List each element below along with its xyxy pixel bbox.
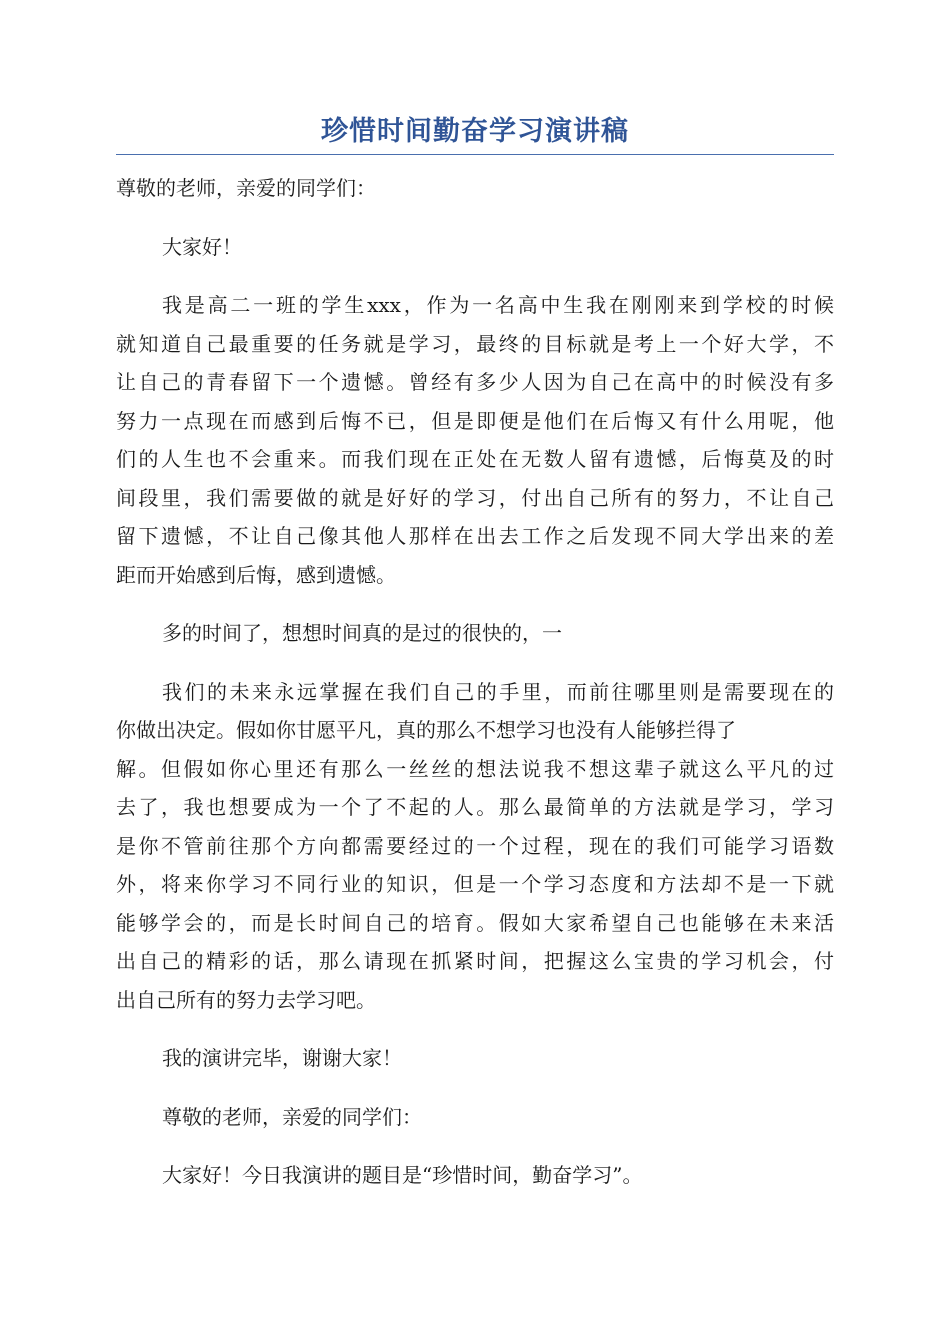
paragraph-3-line: 外，将来你学习不同行业的知识，但是一个学习态度和方法却不是一下就: [116, 872, 834, 896]
title-underline: [116, 154, 834, 155]
paragraph-3-line: 你做出决定。假如你甘愿平凡，真的那么不想学习也没有人能够拦得了: [116, 718, 736, 742]
paragraph-3-line: 出自己的精彩的话，那么请现在抓紧时间，把握这么宝贵的学习机会，付: [116, 949, 834, 973]
paragraph-3-line: 去了，我也想要成为一个了不起的人。那么最简单的方法就是学习，学习: [116, 795, 834, 819]
paragraph-1-line: 让自己的青春留下一个遗憾。曾经有多少人因为自己在高中的时候没有多: [116, 370, 834, 394]
paragraph-1-line: 努力一点现在而感到后悔不已，但是即便是他们在后悔又有什么用呢，他: [116, 408, 834, 433]
greeting-2: 大家好！今日我演讲的题目是“珍惜时间，勤奋学习”。: [162, 1163, 643, 1187]
paragraph-1-line: 间段里，我们需要做的就是好好的学习，付出自己所有的努力，不让自己: [116, 485, 834, 510]
closing: 我的演讲完毕，谢谢大家！: [162, 1046, 402, 1070]
paragraph-3-line: 解。但假如你心里还有那么一丝丝的想法说我不想这辈子就这么平凡的过: [116, 756, 834, 781]
paragraph-1-line: 们的人生也不会重来。而我们现在正处在无数人留有遗憾，后悔莫及的时: [116, 447, 834, 471]
paragraph-2: 多的时间了，想想时间真的是过的很快的，一: [162, 621, 562, 645]
paragraph-3-line: 是你不管前往那个方向都需要经过的一个过程，现在的我们可能学习语数: [116, 833, 834, 858]
document-page: [116, 110, 834, 1215]
paragraph-1-line: 我是高二一班的学生xxx，作为一名高中生我在刚刚来到学校的时候: [162, 293, 834, 317]
paragraph-1-line: 留下遗憾，不让自己像其他人那样在出去工作之后发现不同大学出来的差: [116, 524, 834, 548]
greeting: 大家好！: [162, 234, 242, 259]
paragraph-3-line: 我们的未来永远掌握在我们自己的手里，而前往哪里则是需要现在的: [162, 679, 834, 704]
paragraph-3-line: 出自己所有的努力去学习吧。: [116, 987, 376, 1012]
paragraph-3: [116, 673, 834, 1020]
document-title: 珍惜时间勤奋学习演讲稿: [321, 116, 629, 147]
paragraph-1: [116, 286, 834, 594]
salutation-2: 尊敬的老师，亲爱的同学们：: [162, 1104, 422, 1129]
paragraph-1-line: 就知道自己最重要的任务就是学习，最终的目标就是考上一个好大学，不: [116, 331, 834, 356]
paragraph-3-line: 能够学会的，而是长时间自己的培育。假如大家希望自己也能够在未来活: [116, 910, 834, 935]
salutation: 尊敬的老师，亲爱的同学们：: [116, 176, 376, 200]
paragraph-1-line: 距而开始感到后悔，感到遗憾。: [116, 562, 396, 587]
